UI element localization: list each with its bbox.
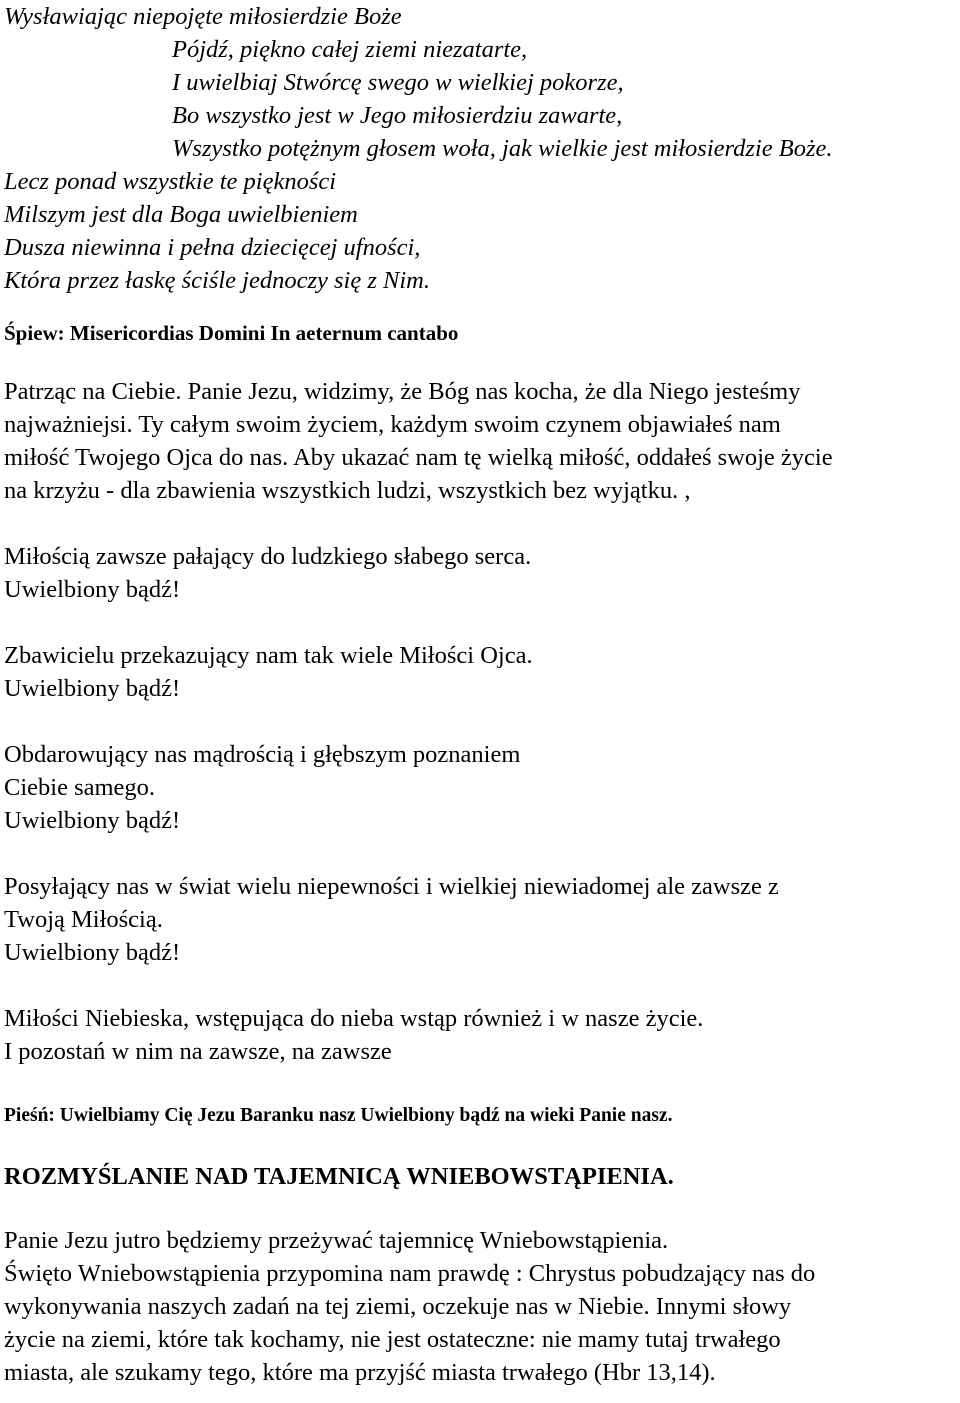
poem-line: I uwielbiaj Stwórcę swego w wielkiej pokorze,: [172, 69, 624, 96]
poem-line: Milszym jest dla Boga uwielbieniem: [4, 201, 358, 228]
meditation-paragraph: [4, 1224, 960, 1389]
spacer: [4, 1193, 960, 1224]
litany-line: Obdarowujący nas mądrością i głębszym poznaniem: [4, 741, 521, 768]
song-heading: Śpiew: Misericordias Domini In aeternum cantabo: [4, 321, 459, 345]
closing-paragraph: [4, 1002, 960, 1068]
meditation-line: Święto Wniebowstąpienia przypomina nam prawdę : Chrystus pobudzający nas do: [4, 1260, 816, 1287]
litany-item: [4, 639, 960, 705]
poem-line: Dusza niewinna i pełna dziecięcej ufności,: [4, 234, 421, 261]
closing-line: I pozostań w nim na zawsze, na zawsze: [4, 1038, 392, 1065]
poem-line: Wysławiając niepojęte miłosierdzie Boże: [4, 3, 402, 30]
litany-item: [4, 540, 960, 606]
litany-response: Uwielbiony bądź!: [4, 939, 181, 966]
litany-line: Zbawicielu przekazujący nam tak wiele Miłości Ojca.: [4, 642, 533, 669]
poem: [4, 0, 960, 297]
paragraph-line: miłość Twojego Ojca do nas. Aby ukazać nam tę wielką miłość, oddałeś swoje życie: [4, 444, 833, 471]
litany-response: Uwielbiony bądź!: [4, 576, 181, 603]
litany-item: [4, 738, 960, 837]
litany-line: Miłością zawsze pałający do ludzkiego słabego serca.: [4, 543, 532, 570]
litany-item: [4, 870, 960, 969]
paragraph-line: najważniejsi. Ty całym swoim życiem, każdym swoim czynem objawiałeś nam: [4, 411, 781, 438]
spacer: [4, 507, 960, 540]
paragraph-line: Patrząc na Ciebie. Panie Jezu, widzimy, że Bóg nas kocha, że dla Niego jesteśmy: [4, 378, 801, 405]
poem-line: Wszystko potężnym głosem woła, jak wielkie jest miłosierdzie Boże.: [172, 135, 833, 162]
spacer: [4, 297, 960, 319]
paragraph-line: na krzyżu - dla zbawienia wszystkich ludzi, wszystkich bez wyjątku. ,: [4, 477, 691, 504]
spacer: [4, 606, 960, 639]
spacer: [4, 1068, 960, 1102]
litany-line: Ciebie samego.: [4, 774, 156, 801]
section-heading: ROZMYŚLANIE NAD TAJEMNICĄ WNIEBOWSTĄPIENIA.: [4, 1163, 674, 1190]
spacer: [4, 969, 960, 1002]
meditation-line: wykonywania naszych zadań na tej ziemi, oczekuje nas w Niebie. Innymi słowy: [4, 1293, 792, 1320]
meditation-line: życie na ziemi, które tak kochamy, nie jest ostateczne: nie mamy tutaj trwałego: [4, 1326, 781, 1353]
spacer: [4, 347, 960, 375]
litany-response: Uwielbiony bądź!: [4, 807, 181, 834]
litany-line: Posyłający nas w świat wielu niepewności i wielkiej niewiadomej ale zawsze z: [4, 873, 779, 900]
poem-line: Która przez łaskę ściśle jednoczy się z Nim.: [4, 267, 430, 294]
closing-line: Miłości Niebieska, wstępująca do nieba wstąp również i w nasze życie.: [4, 1005, 704, 1032]
intro-paragraph: [4, 375, 960, 507]
litany-response: Uwielbiony bądź!: [4, 675, 181, 702]
spacer: [4, 1130, 960, 1160]
meditation-line: miasta, ale szukamy tego, które ma przyjść miasta trwałego (Hbr 13,14).: [4, 1359, 716, 1386]
meditation-line: Panie Jezu jutro będziemy przeżywać tajemnicę Wniebowstąpienia.: [4, 1227, 669, 1254]
litany-line: Twoją Miłością.: [4, 906, 163, 933]
spacer: [4, 705, 960, 738]
spacer: [4, 837, 960, 870]
poem-line: Bo wszystko jest w Jego miłosierdziu zawarte,: [172, 102, 623, 129]
poem-line: Pójdź, piękno całej ziemi niezatarte,: [172, 36, 528, 63]
song-heading: Pieśń: Uwielbiamy Cię Jezu Baranku nasz Uwielbiony bądź na wieki Panie nasz.: [4, 1105, 673, 1126]
poem-line: Lecz ponad wszystkie te piękności: [4, 168, 337, 195]
